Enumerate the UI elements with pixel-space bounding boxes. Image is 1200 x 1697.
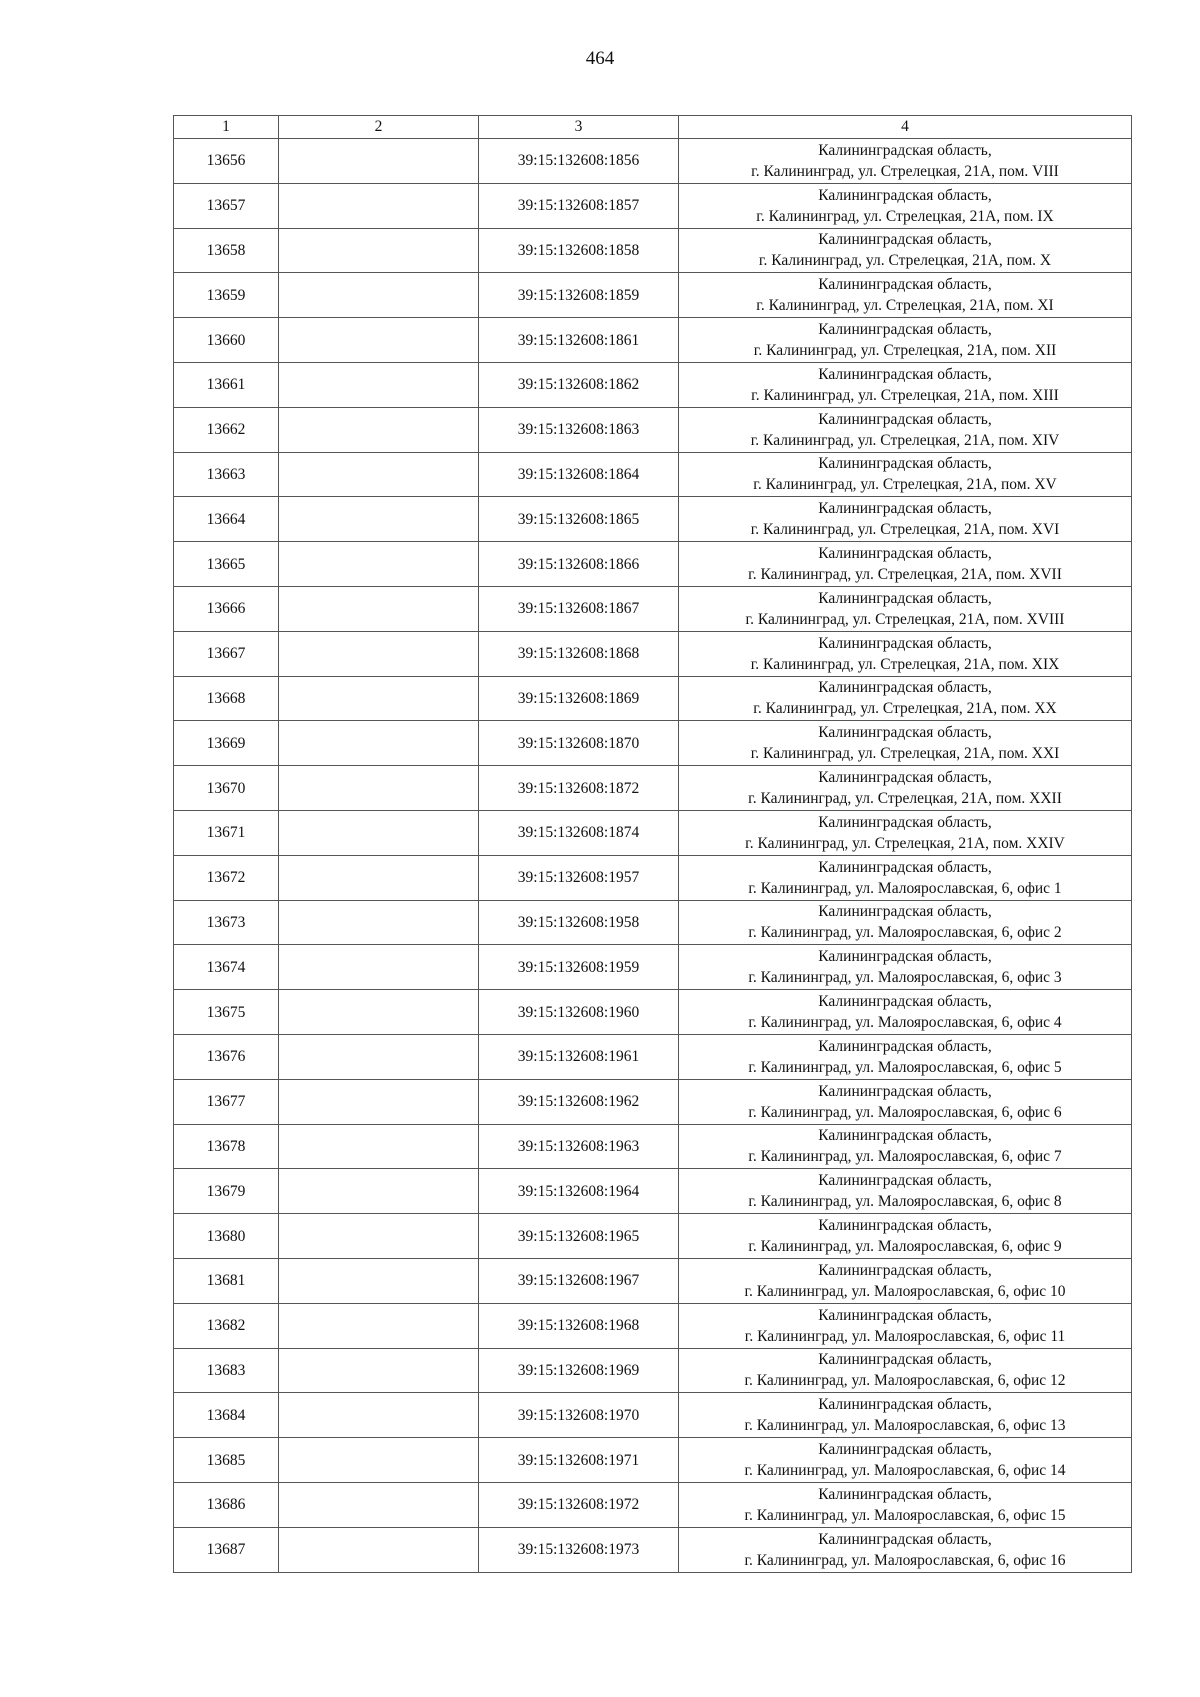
- address-region-line: Калининградская область,: [818, 634, 992, 652]
- row-number-cell: 13687: [174, 1527, 279, 1572]
- address-street-line: г. Калининград, ул. Малоярославская, 6, офис 5: [748, 1058, 1062, 1076]
- cadastral-number-cell: 39:15:132608:1961: [479, 1034, 679, 1079]
- address-cell: [679, 1214, 1132, 1259]
- address-street-line: г. Калининград, ул. Малоярославская, 6, офис 3: [748, 969, 1062, 987]
- address-cell: [679, 766, 1132, 811]
- address-region-line: Калининградская область,: [818, 365, 992, 383]
- address-region-line: Калининградская область,: [818, 321, 992, 339]
- address-region-line: Калининградская область,: [818, 141, 992, 159]
- row-number-cell: 13664: [174, 497, 279, 542]
- address-cell: [679, 1527, 1132, 1572]
- address-cell: [679, 362, 1132, 407]
- column-2-cell: [279, 766, 479, 811]
- header-col-3: 3: [479, 116, 679, 139]
- table-row: [174, 1169, 1132, 1214]
- row-number-cell: 13667: [174, 631, 279, 676]
- header-row: [174, 116, 1132, 139]
- table-row: [174, 1034, 1132, 1079]
- cadastral-number-cell: 39:15:132608:1857: [479, 183, 679, 228]
- address-region-line: Калининградская область,: [818, 1530, 992, 1548]
- table-row: [174, 1303, 1132, 1348]
- address-region-line: Калининградская область,: [818, 1037, 992, 1055]
- address-street-line: г. Калининград, ул. Малоярославская, 6, офис 8: [748, 1193, 1062, 1211]
- column-2-cell: [279, 1482, 479, 1527]
- address-cell: [679, 1034, 1132, 1079]
- cadastral-number-cell: 39:15:132608:1963: [479, 1124, 679, 1169]
- column-2-cell: [279, 945, 479, 990]
- address-street-line: г. Калининград, ул. Стрелецкая, 21А, пом. XXIV: [745, 834, 1065, 852]
- table-row: [174, 228, 1132, 273]
- address-street-line: г. Калининград, ул. Малоярославская, 6, офис 13: [744, 1417, 1066, 1435]
- table-row: [174, 497, 1132, 542]
- column-2-cell: [279, 1438, 479, 1483]
- address-region-line: Калининградская область,: [818, 1306, 992, 1324]
- column-2-cell: [279, 586, 479, 631]
- address-cell: [679, 228, 1132, 273]
- column-2-cell: [279, 407, 479, 452]
- column-2-cell: [279, 1303, 479, 1348]
- cadastral-number-cell: 39:15:132608:1856: [479, 139, 679, 184]
- address-region-line: Калининградская область,: [818, 993, 992, 1011]
- column-2-cell: [279, 676, 479, 721]
- row-number-cell: 13678: [174, 1124, 279, 1169]
- address-cell: [679, 1079, 1132, 1124]
- row-number-cell: 13665: [174, 542, 279, 587]
- address-region-line: Калининградская область,: [818, 858, 992, 876]
- column-2-cell: [279, 1348, 479, 1393]
- table-row: [174, 676, 1132, 721]
- address-region-line: Калининградская область,: [818, 1351, 992, 1369]
- cadastral-number-cell: 39:15:132608:1869: [479, 676, 679, 721]
- address-region-line: Калининградская область,: [818, 724, 992, 742]
- table-row: [174, 1482, 1132, 1527]
- row-number-cell: 13685: [174, 1438, 279, 1483]
- address-street-line: г. Калининград, ул. Стрелецкая, 21А, пом. XV: [753, 476, 1057, 494]
- cadastral-number-cell: 39:15:132608:1965: [479, 1214, 679, 1259]
- address-region-line: Калининградская область,: [818, 276, 992, 294]
- address-street-line: г. Калининград, ул. Малоярославская, 6, офис 6: [748, 1103, 1062, 1121]
- column-2-cell: [279, 1214, 479, 1259]
- row-number-cell: 13681: [174, 1258, 279, 1303]
- address-cell: [679, 990, 1132, 1035]
- address-street-line: г. Калининград, ул. Стрелецкая, 21А, пом. XIX: [750, 655, 1060, 673]
- address-region-line: Калининградская область,: [818, 589, 992, 607]
- column-2-cell: [279, 855, 479, 900]
- table-row: [174, 542, 1132, 587]
- cadastral-number-cell: 39:15:132608:1959: [479, 945, 679, 990]
- address-cell: [679, 139, 1132, 184]
- address-cell: [679, 452, 1132, 497]
- address-street-line: г. Калининград, ул. Стрелецкая, 21А, пом. XVI: [750, 521, 1060, 539]
- row-number-cell: 13677: [174, 1079, 279, 1124]
- cadastral-number-cell: 39:15:132608:1872: [479, 766, 679, 811]
- address-region-line: Калининградская область,: [818, 1485, 992, 1503]
- row-number-cell: 13656: [174, 139, 279, 184]
- column-2-cell: [279, 810, 479, 855]
- row-number-cell: 13659: [174, 273, 279, 318]
- column-2-cell: [279, 1258, 479, 1303]
- table-row: [174, 1258, 1132, 1303]
- address-region-line: Калининградская область,: [818, 1127, 992, 1145]
- address-cell: [679, 1303, 1132, 1348]
- table-row: [174, 139, 1132, 184]
- cadastral-number-cell: 39:15:132608:1864: [479, 452, 679, 497]
- address-region-line: Калининградская область,: [818, 410, 992, 428]
- table-row: [174, 810, 1132, 855]
- cadastral-number-cell: 39:15:132608:1957: [479, 855, 679, 900]
- row-number-cell: 13683: [174, 1348, 279, 1393]
- address-region-line: Калининградская область,: [818, 500, 992, 518]
- column-2-cell: [279, 1169, 479, 1214]
- address-street-line: г. Калининград, ул. Стрелецкая, 21А, пом. XVII: [748, 566, 1062, 584]
- table-row: [174, 1438, 1132, 1483]
- address-region-line: Калининградская область,: [818, 1261, 992, 1279]
- column-2-cell: [279, 631, 479, 676]
- table-row: [174, 1348, 1132, 1393]
- registry-table: [173, 115, 1132, 1573]
- table-row: [174, 407, 1132, 452]
- row-number-cell: 13686: [174, 1482, 279, 1527]
- column-2-cell: [279, 273, 479, 318]
- cadastral-number-cell: 39:15:132608:1964: [479, 1169, 679, 1214]
- table-row: [174, 631, 1132, 676]
- row-number-cell: 13676: [174, 1034, 279, 1079]
- column-2-cell: [279, 452, 479, 497]
- column-2-cell: [279, 900, 479, 945]
- address-street-line: г. Калининград, ул. Малоярославская, 6, офис 16: [744, 1551, 1066, 1569]
- table-row: [174, 1527, 1132, 1572]
- table-row: [174, 183, 1132, 228]
- cadastral-number-cell: 39:15:132608:1870: [479, 721, 679, 766]
- address-cell: [679, 810, 1132, 855]
- address-cell: [679, 900, 1132, 945]
- column-2-cell: [279, 1393, 479, 1438]
- table-row: [174, 766, 1132, 811]
- cadastral-number-cell: 39:15:132608:1866: [479, 542, 679, 587]
- cadastral-number-cell: 39:15:132608:1967: [479, 1258, 679, 1303]
- address-street-line: г. Калининград, ул. Стрелецкая, 21А, пом. XXI: [750, 745, 1060, 763]
- row-number-cell: 13679: [174, 1169, 279, 1214]
- row-number-cell: 13666: [174, 586, 279, 631]
- row-number-cell: 13682: [174, 1303, 279, 1348]
- address-cell: [679, 1393, 1132, 1438]
- address-region-line: Калининградская область,: [818, 679, 992, 697]
- cadastral-number-cell: 39:15:132608:1962: [479, 1079, 679, 1124]
- cadastral-number-cell: 39:15:132608:1970: [479, 1393, 679, 1438]
- header-col-1: 1: [174, 116, 279, 139]
- table-row: [174, 945, 1132, 990]
- address-region-line: Калининградская область,: [818, 948, 992, 966]
- address-street-line: г. Калининград, ул. Стрелецкая, 21А, пом. XVIII: [745, 610, 1065, 628]
- address-cell: [679, 1438, 1132, 1483]
- row-number-cell: 13661: [174, 362, 279, 407]
- cadastral-number-cell: 39:15:132608:1968: [479, 1303, 679, 1348]
- cadastral-number-cell: 39:15:132608:1859: [479, 273, 679, 318]
- table-row: [174, 855, 1132, 900]
- cadastral-number-cell: 39:15:132608:1865: [479, 497, 679, 542]
- cadastral-number-cell: 39:15:132608:1874: [479, 810, 679, 855]
- row-number-cell: 13668: [174, 676, 279, 721]
- cadastral-number-cell: 39:15:132608:1973: [479, 1527, 679, 1572]
- address-region-line: Калининградская область,: [818, 186, 992, 204]
- address-cell: [679, 721, 1132, 766]
- table-row: [174, 586, 1132, 631]
- address-cell: [679, 586, 1132, 631]
- table-row: [174, 1214, 1132, 1259]
- address-region-line: Калининградская область,: [818, 1217, 992, 1235]
- address-region-line: Калининградская область,: [818, 1172, 992, 1190]
- address-street-line: г. Калининград, ул. Малоярославская, 6, офис 14: [744, 1462, 1066, 1479]
- cadastral-number-cell: 39:15:132608:1862: [479, 362, 679, 407]
- column-2-cell: [279, 542, 479, 587]
- address-region-line: Калининградская область,: [818, 455, 992, 473]
- address-street-line: г. Калининград, ул. Малоярославская, 6, офис 15: [744, 1506, 1066, 1524]
- column-2-cell: [279, 1034, 479, 1079]
- address-street-line: г. Калининград, ул. Стрелецкая, 21А, пом. XIII: [751, 386, 1059, 404]
- table-row: [174, 362, 1132, 407]
- row-number-cell: 13675: [174, 990, 279, 1035]
- row-number-cell: 13662: [174, 407, 279, 452]
- address-cell: [679, 1258, 1132, 1303]
- cadastral-number-cell: 39:15:132608:1958: [479, 900, 679, 945]
- cadastral-number-cell: 39:15:132608:1969: [479, 1348, 679, 1393]
- address-cell: [679, 1124, 1132, 1169]
- cadastral-number-cell: 39:15:132608:1867: [479, 586, 679, 631]
- cadastral-number-cell: 39:15:132608:1863: [479, 407, 679, 452]
- address-cell: [679, 1348, 1132, 1393]
- address-cell: [679, 183, 1132, 228]
- address-street-line: г. Калининград, ул. Стрелецкая, 21А, пом. VIII: [751, 162, 1059, 180]
- row-number-cell: 13671: [174, 810, 279, 855]
- address-street-line: г. Калининград, ул. Малоярославская, 6, офис 10: [744, 1282, 1066, 1300]
- row-number-cell: 13672: [174, 855, 279, 900]
- column-2-cell: [279, 228, 479, 273]
- address-street-line: г. Калининград, ул. Малоярославская, 6, офис 11: [744, 1327, 1066, 1345]
- address-region-line: Калининградская область,: [818, 769, 992, 787]
- cadastral-number-cell: 39:15:132608:1972: [479, 1482, 679, 1527]
- row-number-cell: 13674: [174, 945, 279, 990]
- header-col-2: 2: [279, 116, 479, 139]
- address-street-line: г. Калининград, ул. Малоярославская, 6, офис 9: [748, 1238, 1062, 1256]
- row-number-cell: 13684: [174, 1393, 279, 1438]
- address-region-line: Калининградская область,: [818, 903, 992, 921]
- address-cell: [679, 676, 1132, 721]
- column-2-cell: [279, 362, 479, 407]
- address-street-line: г. Калининград, ул. Стрелецкая, 21А, пом. XI: [756, 297, 1054, 315]
- address-street-line: г. Калининград, ул. Малоярославская, 6, офис 7: [748, 1148, 1062, 1166]
- column-2-cell: [279, 183, 479, 228]
- table-row: [174, 990, 1132, 1035]
- header-col-4: 4: [679, 116, 1132, 139]
- column-2-cell: [279, 1079, 479, 1124]
- row-number-cell: 13663: [174, 452, 279, 497]
- row-number-cell: 13658: [174, 228, 279, 273]
- cadastral-number-cell: 39:15:132608:1971: [479, 1438, 679, 1483]
- address-street-line: г. Калининград, ул. Малоярославская, 6, офис 2: [748, 924, 1062, 942]
- address-cell: [679, 273, 1132, 318]
- row-number-cell: 13669: [174, 721, 279, 766]
- row-number-cell: 13660: [174, 318, 279, 363]
- address-region-line: Калининградская область,: [818, 545, 992, 563]
- table-header: [174, 116, 1132, 139]
- column-2-cell: [279, 497, 479, 542]
- table-row: [174, 900, 1132, 945]
- table-row: [174, 1393, 1132, 1438]
- address-street-line: г. Калининград, ул. Стрелецкая, 21А, пом. XII: [753, 342, 1057, 360]
- column-2-cell: [279, 721, 479, 766]
- address-cell: [679, 855, 1132, 900]
- address-street-line: г. Калининград, ул. Стрелецкая, 21А, пом. XXII: [748, 790, 1062, 808]
- table-row: [174, 1124, 1132, 1169]
- column-2-cell: [279, 139, 479, 184]
- column-2-cell: [279, 1527, 479, 1572]
- address-street-line: г. Калининград, ул. Стрелецкая, 21А, пом. IX: [756, 207, 1054, 225]
- address-region-line: Калининградская область,: [818, 1082, 992, 1100]
- address-region-line: Калининградская область,: [818, 231, 992, 249]
- address-street-line: г. Калининград, ул. Малоярославская, 6, офис 12: [744, 1372, 1066, 1390]
- row-number-cell: 13670: [174, 766, 279, 811]
- page-number: 464: [585, 48, 615, 69]
- table-row: [174, 273, 1132, 318]
- cadastral-number-cell: 39:15:132608:1868: [479, 631, 679, 676]
- address-cell: [679, 318, 1132, 363]
- address-street-line: г. Калининград, ул. Стрелецкая, 21А, пом. XX: [753, 700, 1057, 718]
- table-row: [174, 452, 1132, 497]
- column-2-cell: [279, 990, 479, 1035]
- row-number-cell: 13680: [174, 1214, 279, 1259]
- address-cell: [679, 945, 1132, 990]
- address-cell: [679, 542, 1132, 587]
- table-row: [174, 721, 1132, 766]
- address-cell: [679, 1169, 1132, 1214]
- address-cell: [679, 1482, 1132, 1527]
- address-street-line: г. Калининград, ул. Малоярославская, 6, офис 4: [748, 1014, 1062, 1032]
- column-2-cell: [279, 318, 479, 363]
- address-region-line: Калининградская область,: [818, 813, 992, 831]
- address-street-line: г. Калининград, ул. Стрелецкая, 21А, пом. X: [758, 252, 1052, 270]
- table-row: [174, 1079, 1132, 1124]
- row-number-cell: 13673: [174, 900, 279, 945]
- row-number-cell: 13657: [174, 183, 279, 228]
- address-cell: [679, 631, 1132, 676]
- cadastral-number-cell: 39:15:132608:1858: [479, 228, 679, 273]
- address-street-line: г. Калининград, ул. Стрелецкая, 21А, пом. XIV: [750, 431, 1060, 449]
- address-cell: [679, 407, 1132, 452]
- table-body: [174, 139, 1132, 1573]
- address-street-line: г. Калининград, ул. Малоярославская, 6, офис 1: [748, 879, 1062, 897]
- address-cell: [679, 497, 1132, 542]
- address-region-line: Калининградская область,: [818, 1396, 992, 1414]
- cadastral-number-cell: 39:15:132608:1861: [479, 318, 679, 363]
- address-region-line: Калининградская область,: [818, 1441, 992, 1458]
- table-row: [174, 318, 1132, 363]
- column-2-cell: [279, 1124, 479, 1169]
- cadastral-number-cell: 39:15:132608:1960: [479, 990, 679, 1035]
